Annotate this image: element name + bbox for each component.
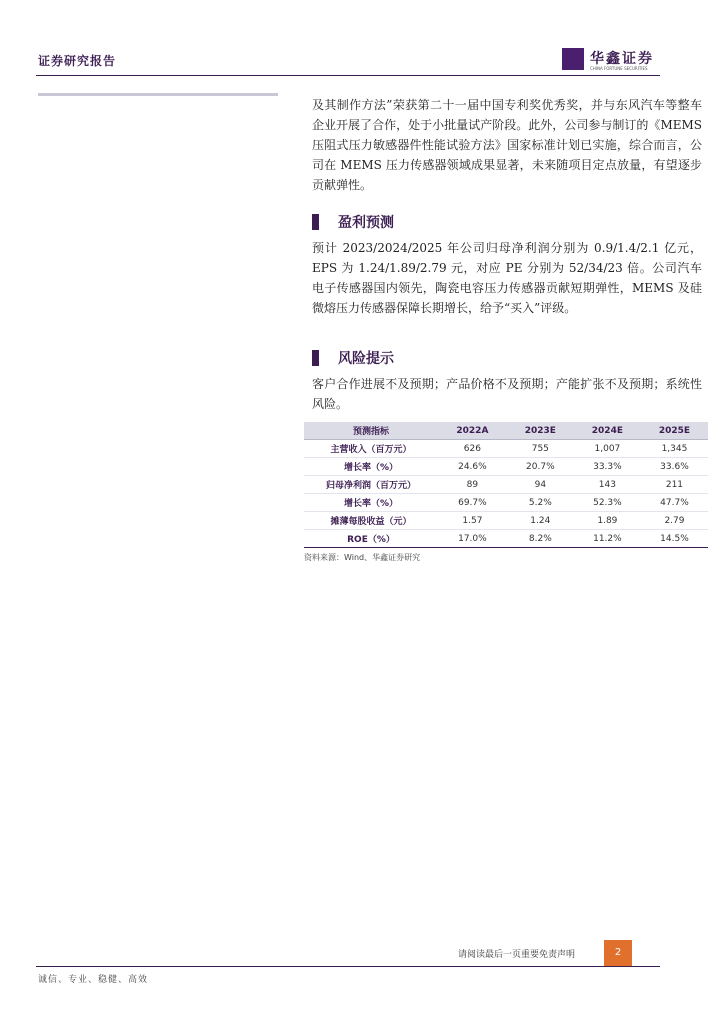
table-cell: 2.79 — [641, 512, 708, 530]
disclaimer-note: 请阅读最后一页重要免责声明 — [458, 950, 576, 960]
risk-heading — [312, 348, 512, 370]
table-row — [304, 530, 708, 548]
forecast-heading-label: 盈利预测 — [338, 215, 394, 231]
table-cell: 755 — [507, 440, 574, 458]
company-logo — [562, 48, 662, 74]
table-header-row — [304, 422, 708, 440]
table-header-cell: 2023E — [507, 422, 574, 440]
footer-divider — [36, 966, 660, 967]
table-cell: 17.0% — [438, 530, 507, 548]
table-cell: 11.2% — [574, 530, 641, 548]
table-cell: 1.57 — [438, 512, 507, 530]
table-cell: 1,007 — [574, 440, 641, 458]
table-cell-metric: 主营收入（百万元） — [304, 440, 438, 458]
risk-paragraph: 客户合作进展不及预期；产品价格不及预期；产能扩张不及预期；系统性风险。 — [312, 377, 702, 411]
table-row — [304, 458, 708, 476]
report-type-title: 证券研究报告 — [38, 54, 117, 68]
table-cell: 143 — [574, 476, 641, 494]
table-row — [304, 440, 708, 458]
table-cell: 8.2% — [507, 530, 574, 548]
table-cell: 24.6% — [438, 458, 507, 476]
table-cell: 20.7% — [507, 458, 574, 476]
logo-en-text: CHINA FORTUNE SECURITIES — [590, 66, 648, 71]
forecast-table — [304, 422, 708, 548]
forecast-paragraph: 预计 2023/2024/2025 年公司归母净利润分别为 0.9/1.4/2.1 亿元，EPS 为 1.24/1.89/2.79 元，对应 PE 分别为 52/34/23 倍。公司汽车电子传感器国内领先，陶瓷电容压力传感器贡献短期弹性，MEMS 及硅微熔压力传感器保障长期增长，给予“买入”评级。 — [312, 241, 702, 315]
table-cell-metric: 增长率（%） — [304, 494, 438, 512]
table-row — [304, 512, 708, 530]
logo-cn-text: 华鑫证券 — [590, 51, 654, 67]
table-cell: 94 — [507, 476, 574, 494]
heading-bar-icon — [312, 350, 319, 366]
page-number: 2 — [604, 940, 632, 966]
table-cell: 5.2% — [507, 494, 574, 512]
risk-heading-label: 风险提示 — [338, 351, 394, 367]
table-cell: 33.6% — [641, 458, 708, 476]
table-cell: 47.7% — [641, 494, 708, 512]
sidebar-divider — [38, 93, 278, 96]
table-header-cell: 预测指标 — [304, 422, 438, 440]
table-header-cell: 2022A — [438, 422, 507, 440]
table-cell-metric: 归母净利润（百万元） — [304, 476, 438, 494]
source-note: 资料来源：Wind、华鑫证券研究 — [304, 553, 421, 562]
table-cell: 14.5% — [641, 530, 708, 548]
forecast-heading — [312, 212, 512, 234]
table-row — [304, 494, 708, 512]
table-cell-metric: 摊薄每股收益（元） — [304, 512, 438, 530]
footer-motto: 诚信、专业、稳健、高效 — [38, 975, 149, 985]
table-cell: 69.7% — [438, 494, 507, 512]
table-cell: 626 — [438, 440, 507, 458]
logo-mark-icon — [562, 48, 584, 70]
table-header-cell: 2025E — [641, 422, 708, 440]
header-divider — [36, 75, 660, 76]
table-header-cell: 2024E — [574, 422, 641, 440]
table-cell: 1.24 — [507, 512, 574, 530]
table-cell-metric: 增长率（%） — [304, 458, 438, 476]
intro-paragraph: 及其制作方法”荣获第二十一届中国专利奖优秀奖，并与东风汽车等整车企业开展了合作，处于小批量试产阶段。此外，公司参与制订的《MEMS 压阻式压力敏感器件性能试验方法》国家标准计划已实施，综合而言，公司在 MEMS 压力传感器领域成果显著，未来随项目定点放量，有望逐步贡献弹性。 — [312, 98, 702, 192]
intro-block — [312, 95, 702, 195]
heading-bar-icon — [312, 214, 319, 230]
table-cell-metric: ROE（%） — [304, 530, 438, 548]
table-cell: 52.3% — [574, 494, 641, 512]
table-cell: 1,345 — [641, 440, 708, 458]
table-cell: 89 — [438, 476, 507, 494]
table-cell: 211 — [641, 476, 708, 494]
table-row — [304, 476, 708, 494]
table-cell: 33.3% — [574, 458, 641, 476]
table-cell: 1.89 — [574, 512, 641, 530]
